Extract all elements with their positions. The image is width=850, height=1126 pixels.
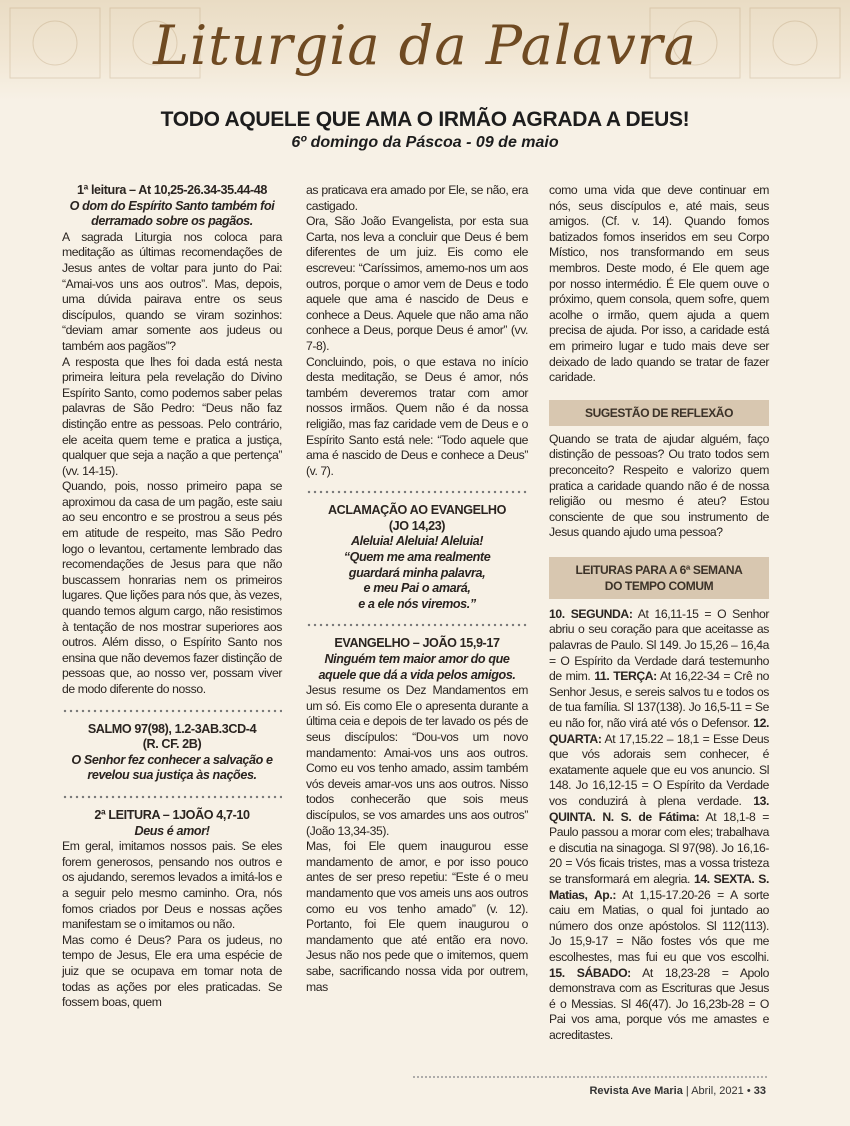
day-label: 14. SEXTA. S. Matias, Ap.: — [549, 871, 769, 902]
second-reading-subtitle: Deus é amor! — [134, 823, 210, 838]
day-readings: At 18,23-28 = Apolo demonstrava com as Escrituras que Jesus é o Messias. Sl 46(47). Jo 16,23b-28 = O Pai vos ama, porque vós me amastes e acreditastes. — [549, 965, 769, 1042]
dotted-divider — [62, 794, 282, 800]
paragraph: Quando, pois, nosso primeiro papa se aproximou da casa de um pagão, este saiu ao seu encontro e se prostrou a seus pés em atitude de respeito, mas São Pedro logo o levantou, certamente lembrado das recomendações de Jesus para que não buscassem honrarias nem os primeiros lugares. Que lições para nós que, às vezes, quando temos algum cargo, não resistimos à tentação de nos mostrar superiores aos outros. Além disso, o Espírito Santo nos ensina que não devemos fazer distinção de pessoas que, ao nosso ver, possam viver de modo diferente do nosso. — [62, 479, 282, 696]
psalm-refrain: O Senhor fez conhecer a salvação e revelou sua justiça às nações. — [71, 752, 273, 783]
footer-divider — [412, 1076, 768, 1078]
section-logo-title: Liturgia da Palavra — [153, 14, 697, 77]
weekly-readings-box-heading — [549, 557, 769, 599]
paragraph: as praticava era amado por Ele, se não, era castigado. — [306, 183, 528, 213]
first-reading-heading: 1ª leitura – At 10,25-26.34-35.44-48 — [76, 183, 267, 197]
paragraph: A resposta que lhes foi dada está nesta primeira leitura pela revelação do Divino Espírito Santo, como podemos saber pelas palavras de São Pedro: “Deus não faz distinção entre as pessoas. Pelo contrário, ele aceita quem teme e pratica a justiça, qualquer que seja a nação a que pertença” (vv. 14-15). — [62, 354, 282, 478]
second-reading-heading: 2ª LEITURA – 1JOÃO 4,7-10 — [94, 807, 250, 822]
header-banner — [0, 0, 850, 100]
day-readings: At 1,15-17.20-26 = A sorte caiu em Matias, o qual foi juntado ao número dos onze apóstolos. Sl 112(113). Jo 15,9-17 = Não fostes vós que me escolhestes, mas fui eu que vos escolhi. — [549, 887, 769, 964]
column-2 — [306, 183, 528, 995]
dotted-divider — [306, 622, 528, 628]
paragraph: Ora, São João Evangelista, por esta sua Carta, nos leva a concluir que Deus é bem diferentes de um juiz. Eis como ele escreveu: “Caríssimos, amemo-nos um aos outros, porque o amor vem de Deus e todo aquele que ama é nascido de Deus e conhece a Deus. Aquele que não ama não conhece a Deus, porque Deus é amor” (vv. 7-8). — [306, 214, 528, 353]
paragraph: Concluindo, pois, o que estava no início desta meditação, se Deus é amor, nós também deveremos tratar com amor nossos irmãos. Quem não é da nossa religião, mas faz caridade vem de Deus e o Espírito Santo está nele: “Todo aquele que ama é nascido de Deus e conhece a Deus” (v. 7). — [306, 354, 528, 478]
day-label: 13. QUINTA. N. S. de Fátima: — [549, 794, 769, 824]
dotted-divider — [62, 708, 282, 714]
issue-date: | Abril, 2021 • — [682, 1085, 754, 1097]
acclamation-heading: ACLAMAÇÃO AO EVANGELHO — [327, 503, 506, 518]
gospel-heading: EVANGELHO – JOÃO 15,9-17 — [334, 636, 500, 651]
day-label: 10. SEGUNDA: — [549, 606, 633, 621]
page-number: 33 — [753, 1085, 766, 1097]
paragraph: como uma vida que deve continuar em nós, seus discípulos e, até mais, seus amigos. (Cf. v. 14). Quando fomos batizados fomos inseridos em seu Corpo Místico, nos transformando em seus membros. Deste modo, é Ele quem age por nosso intermédio. É Ele quem ouve o próximo, quem consola, quem sofre, quem acolhe o irmão, quem ajuda a quem precisa de ajuda. Por isso, a caridade está em primeiro lugar e tudo mais deve ser deixado de lado quando se tratar de fazer caridade. — [549, 183, 769, 385]
page-subtitle: 6º domingo da Páscoa - 09 de maio — [291, 134, 559, 151]
day-label: 12. QUARTA: — [549, 716, 769, 746]
page-footer — [589, 1085, 766, 1097]
column-1 — [62, 183, 282, 1011]
paragraph: Mas, foi Ele quem inaugurou esse mandamento de amor, e por isso pouco antes de ser preso repetiu: “Este é o meu mandamento que vos ameis uns aos outros como eu vos tenho amado” (v. 12). Portanto, foi Ele quem inaugurou o mandamento que até então era novo. Jesus não nos pede que o imitemos, quem sabe, sacrificando nossa vida por outrem, mas — [306, 839, 528, 994]
day-readings: At 18,1-8 = Paulo passou a morar com eles; trabalhava e discutia na sinagoga. Sl 97(98). Jo 16,16-20 = Vós ficais tristes, mas a vossa tristeza se transformará em alegria. — [549, 809, 770, 886]
gospel-subtitle: Ninguém tem maior amor do que aquele que dá a vida pelos amigos. — [318, 652, 516, 682]
psalm-response-ref: (R. CF. 2B) — [142, 737, 202, 752]
reflection-text: Quando se trata de ajudar alguém, faço distinção de pessoas? Ou trato todos sem preconceito? Respeito e valorizo quem pratica a caridade quando não é de nossa religião ou mesmo é ateu? Estou consciente de que sou instrumento de Jesus quando ajudo uma pessoa? — [549, 431, 769, 540]
acclamation-line: e a ele nós viremos.” — [358, 596, 476, 611]
acclamation-ref: (JO 14,23) — [388, 518, 446, 533]
weekly-readings-list — [549, 607, 769, 1044]
acclamation-line: Aleluia! Aleluia! Aleluia! — [350, 534, 484, 549]
column-3 — [549, 183, 769, 1044]
paragraph: Em geral, imitamos nossos pais. Se eles forem generosos, pensando nos outros e os ajudando, seremos levados a imitá-los e a seguir pelo mesmo caminho. Ora, nós fomos criados por Deus e nossas ações manifestam se o imitamos ou não. — [62, 839, 282, 932]
acclamation-line: “Quem me ama realmente — [343, 550, 491, 565]
acclamation-line: e meu Pai o amará, — [363, 581, 471, 596]
weekly-readings-heading-line: DO TEMPO COMUM — [604, 578, 714, 593]
dotted-divider — [306, 489, 528, 495]
paragraph: Mas como é Deus? Para os judeus, no tempo de Jesus, Ele era uma espécie de juiz que se ocupava em tomar nota de todas as ações por eles praticadas. Se fossem boas, quem — [62, 932, 282, 1010]
paragraph: A sagrada Liturgia nos coloca para meditação as últimas recomendações de Jesus antes de voltar para junto do Pai: “Amai-vos uns aos outros”. Mas, depois, uma dúvida pairava entre os seus discípulos, quando se viram sozinhos: “deviam amar somente aos judeus ou também aos pagãos”? — [62, 229, 282, 353]
first-reading-subtitle: O dom do Espírito Santo também foi derramado sobre os pagãos. — [69, 198, 275, 229]
psalm-heading: SALMO 97(98), 1.2-3AB.3CD-4 — [87, 721, 257, 736]
reflection-box-heading: SUGESTÃO DE REFLEXÃO — [549, 400, 769, 426]
page-title: TODO AQUELE QUE AMA O IRMÃO AGRADA A DEUS! — [160, 108, 690, 131]
day-readings: At 17,15.22 – 18,1 = Esse Deus que vós adorais sem conhecer, é exatamente aquele que eu vos anuncio. Sl 148. Jo 16,12-15 = O Espírito da Verdade vos conduzirá à plena verdade. — [549, 731, 769, 808]
magazine-name: Revista Ave Maria — [589, 1085, 683, 1097]
acclamation-line: guardará minha palavra, — [348, 565, 486, 580]
paragraph: Jesus resume os Dez Mandamentos em um só. Eis como Ele o apresenta durante a última ceia e depois de ter lavado os pés de seus discípulos: “Dou-vos um novo mandamento: Amai-vos uns aos outros. Como eu vos tenho amado, assim também vós deveis amar-vos uns aos outros. Nisso todos conhecerão que sois meus discípulos, se vos amardes uns aos outros” (João 13,34-35). — [306, 683, 528, 838]
day-label: 15. SÁBADO: — [549, 965, 631, 980]
weekly-readings-heading-line: LEITURAS PARA A 6ª SEMANA — [575, 562, 743, 577]
day-readings: At 16,22-34 = Crê no Senhor Jesus, e sereis salvos tu e todos os de tua família. Sl 137(138). Jo 16,5-11 = Se eu não for, não virá até vós o Defensor. — [549, 669, 769, 731]
day-readings: At 16,11-15 = O Senhor abriu o seu coração para que aceitasse as palavras de Paulo. Sl 149. Jo 15,26 – 16,4a = O Espírito da Verdade dará testemunho de mim. — [549, 606, 769, 684]
day-label: 11. TERÇA: — [594, 669, 657, 684]
